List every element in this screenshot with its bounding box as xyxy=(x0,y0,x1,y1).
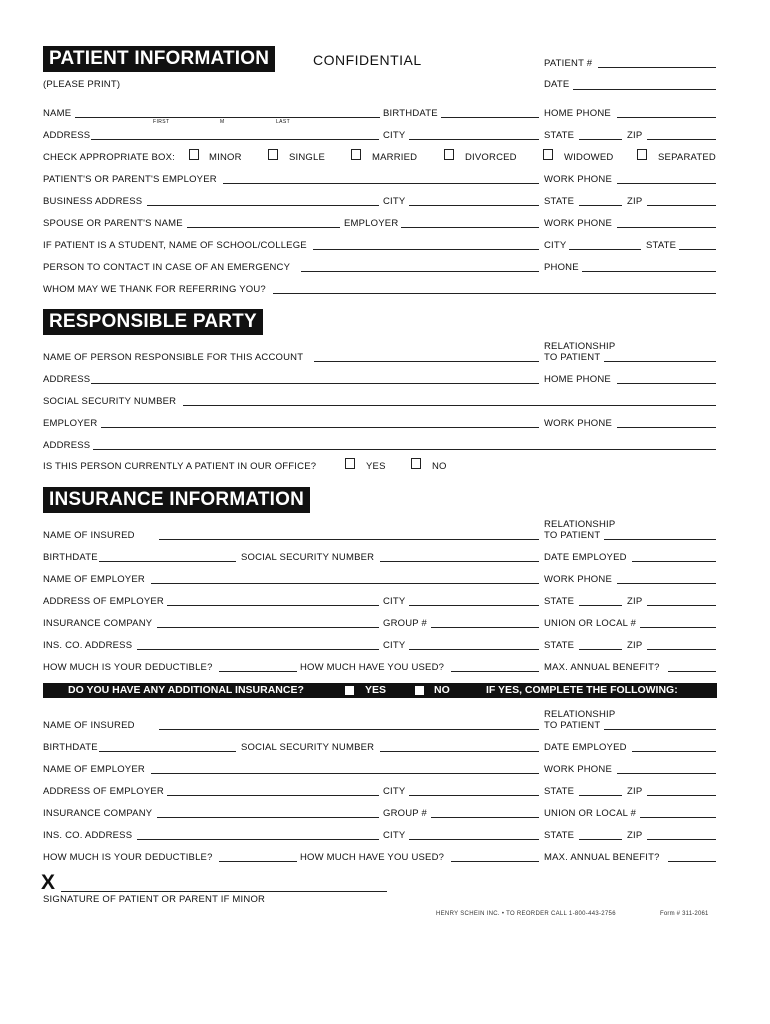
ins-co-zip-label: ZIP xyxy=(627,640,643,651)
add-max-benefit-field[interactable] xyxy=(668,861,716,862)
insured-date-employed-field[interactable] xyxy=(632,561,716,562)
insured-work-phone-field[interactable] xyxy=(617,583,716,584)
address-label: ADDRESS xyxy=(43,130,91,141)
student-school-label: IF PATIENT IS A STUDENT, NAME OF SCHOOL/COLLEGE xyxy=(43,240,307,251)
add-ins-co-zip-field[interactable] xyxy=(647,839,716,840)
business-city-field[interactable] xyxy=(409,205,539,206)
add-relationship-field[interactable] xyxy=(604,729,716,730)
insured-birthdate-label: BIRTHDATE xyxy=(43,552,98,563)
add-insured-name-label: NAME OF INSURED xyxy=(43,720,135,731)
birthdate-field[interactable] xyxy=(441,117,539,118)
additional-insurance-question: DO YOU HAVE ANY ADDITIONAL INSURANCE? xyxy=(68,684,304,696)
responsible-ssn-field[interactable] xyxy=(183,405,716,406)
home-phone-field[interactable] xyxy=(617,117,716,118)
student-state-label: STATE xyxy=(646,240,677,251)
insured-employer-field[interactable] xyxy=(151,583,539,584)
add-relationship-label: RELATIONSHIP xyxy=(544,709,616,720)
insured-ssn-field[interactable] xyxy=(380,561,539,562)
student-city-field[interactable] xyxy=(569,249,641,250)
insured-relationship-field[interactable] xyxy=(604,539,716,540)
add-union-local-label: UNION OR LOCAL # xyxy=(544,808,637,819)
add-employer-label: NAME OF EMPLOYER xyxy=(43,764,145,775)
union-local-label: UNION OR LOCAL # xyxy=(544,618,637,629)
responsible-home-phone-label: HOME PHONE xyxy=(544,374,611,385)
name-field[interactable] xyxy=(75,117,380,118)
divorced-label: DIVORCED xyxy=(465,152,517,163)
form-number: Form # 311-2061 xyxy=(660,911,709,917)
insurance-information-header: INSURANCE INFORMATION xyxy=(43,487,310,513)
insured-date-employed-label: DATE EMPLOYED xyxy=(544,552,627,563)
add-amount-used-field[interactable] xyxy=(451,861,539,862)
add-max-benefit-label: MAX. ANNUAL BENEFIT? xyxy=(544,852,660,863)
insured-employer-address-label: ADDRESS OF EMPLOYER xyxy=(43,596,164,607)
married-label: MARRIED xyxy=(372,152,418,163)
widowed-label: WIDOWED xyxy=(564,152,614,163)
add-ins-co-address-field[interactable] xyxy=(137,839,379,840)
add-state-label: STATE xyxy=(544,786,575,797)
add-group-number-field[interactable] xyxy=(431,817,539,818)
first-sublabel: FIRST xyxy=(153,119,170,125)
ins-co-zip-field[interactable] xyxy=(647,649,716,650)
referral-label: WHOM MAY WE THANK FOR REFERRING YOU? xyxy=(43,284,266,295)
add-union-local-field[interactable] xyxy=(640,817,716,818)
insured-name-label: NAME OF INSURED xyxy=(43,530,135,541)
insured-to-patient-label: TO PATIENT xyxy=(544,530,601,541)
insured-ssn-label: SOCIAL SECURITY NUMBER xyxy=(241,552,375,563)
insured-city-field[interactable] xyxy=(409,605,539,606)
add-ins-co-city-label: CITY xyxy=(383,830,406,841)
business-city-label: CITY xyxy=(383,196,406,207)
responsible-name-label: NAME OF PERSON RESPONSIBLE FOR THIS ACCOUNT xyxy=(43,352,304,363)
add-ssn-field[interactable] xyxy=(380,751,539,752)
add-date-employed-field[interactable] xyxy=(632,751,716,752)
responsible-employer-field[interactable] xyxy=(101,427,539,428)
add-insurance-company-label: INSURANCE COMPANY xyxy=(43,808,153,819)
responsible-name-field[interactable] xyxy=(314,361,539,362)
add-zip-field[interactable] xyxy=(647,795,716,796)
add-ins-co-state-field[interactable] xyxy=(579,839,622,840)
add-city-field[interactable] xyxy=(409,795,539,796)
spouse-name-label: SPOUSE OR PARENT'S NAME xyxy=(43,218,183,229)
student-state-field[interactable] xyxy=(679,249,716,250)
spouse-employer-label: EMPLOYER xyxy=(344,218,399,229)
minor-checkbox[interactable] xyxy=(189,149,199,160)
student-city-label: CITY xyxy=(544,240,567,251)
separated-label: SEPARATED xyxy=(658,152,716,163)
zip-field[interactable] xyxy=(647,139,716,140)
insured-state-label: STATE xyxy=(544,596,575,607)
additional-insurance-bar xyxy=(43,683,717,698)
add-group-number-label: GROUP # xyxy=(383,808,427,819)
current-patient-no-checkbox[interactable] xyxy=(411,458,421,469)
ins-co-address-field[interactable] xyxy=(137,649,379,650)
patient-number-label: PATIENT # xyxy=(544,58,593,69)
insured-name-field[interactable] xyxy=(159,539,539,540)
add-to-patient-label: TO PATIENT xyxy=(544,720,601,731)
home-phone-label: HOME PHONE xyxy=(544,108,611,119)
responsible-home-phone-field[interactable] xyxy=(617,383,716,384)
widowed-checkbox[interactable] xyxy=(543,149,553,160)
signature-field[interactable] xyxy=(61,891,387,892)
insured-relationship-label: RELATIONSHIP xyxy=(544,519,616,530)
reorder-info: HENRY SCHEIN INC. • TO REORDER CALL 1-800-443-2756 xyxy=(436,911,616,917)
insurance-company-label: INSURANCE COMPANY xyxy=(43,618,153,629)
add-employer-address-field[interactable] xyxy=(167,795,379,796)
ins-co-address-label: INS. CO. ADDRESS xyxy=(43,640,133,651)
add-ins-co-address-label: INS. CO. ADDRESS xyxy=(43,830,133,841)
responsible-relationship-field[interactable] xyxy=(604,361,716,362)
zip-label: ZIP xyxy=(627,130,643,141)
signature-x-mark: X xyxy=(41,871,56,894)
additional-yes-label: YES xyxy=(365,684,387,696)
married-checkbox[interactable] xyxy=(351,149,361,160)
insured-employer-label: NAME OF EMPLOYER xyxy=(43,574,145,585)
ins-co-city-label: CITY xyxy=(383,640,406,651)
business-address-label: BUSINESS ADDRESS xyxy=(43,196,143,207)
spouse-work-phone-field[interactable] xyxy=(617,227,716,228)
current-patient-yes-checkbox[interactable] xyxy=(345,458,355,469)
group-number-label: GROUP # xyxy=(383,618,427,629)
date-field[interactable] xyxy=(573,89,716,90)
emergency-phone-field[interactable] xyxy=(582,271,716,272)
middle-initial-sublabel: M xyxy=(220,119,225,125)
patient-number-field[interactable] xyxy=(598,67,716,68)
signature-label: SIGNATURE OF PATIENT OR PARENT IF MINOR xyxy=(43,894,266,905)
insured-zip-field[interactable] xyxy=(647,605,716,606)
insured-zip-label: ZIP xyxy=(627,596,643,607)
emergency-phone-label: PHONE xyxy=(544,262,579,273)
add-ins-co-state-label: STATE xyxy=(544,830,575,841)
amount-used-field[interactable] xyxy=(451,671,539,672)
student-school-field[interactable] xyxy=(313,249,539,250)
max-benefit-label: MAX. ANNUAL BENEFIT? xyxy=(544,662,660,673)
add-deductible-label: HOW MUCH IS YOUR DEDUCTIBLE? xyxy=(43,852,213,863)
work-phone-field[interactable] xyxy=(617,183,716,184)
responsible-address-field[interactable] xyxy=(91,383,539,384)
confidential-label: CONFIDENTIAL xyxy=(313,52,422,68)
deductible-field[interactable] xyxy=(219,671,297,672)
responsible-work-phone-field[interactable] xyxy=(617,427,716,428)
responsible-address2-label: ADDRESS xyxy=(43,440,91,451)
insured-city-label: CITY xyxy=(383,596,406,607)
additional-yes-checkbox[interactable] xyxy=(345,686,354,695)
business-state-field[interactable] xyxy=(579,205,622,206)
address-field[interactable] xyxy=(91,139,379,140)
additional-if-yes-label: IF YES, COMPLETE THE FOLLOWING: xyxy=(486,684,678,696)
name-label: NAME xyxy=(43,108,72,119)
birthdate-label: BIRTHDATE xyxy=(383,108,438,119)
add-ins-co-zip-label: ZIP xyxy=(627,830,643,841)
responsible-party-header: RESPONSIBLE PARTY xyxy=(43,309,263,335)
add-amount-used-label: HOW MUCH HAVE YOU USED? xyxy=(300,852,445,863)
responsible-relationship-label: RELATIONSHIP xyxy=(544,341,616,352)
ins-co-state-field[interactable] xyxy=(579,649,622,650)
insurance-company-field[interactable] xyxy=(157,627,379,628)
responsible-to-patient-label: TO PATIENT xyxy=(544,352,601,363)
add-insurance-company-field[interactable] xyxy=(157,817,379,818)
group-number-field[interactable] xyxy=(431,627,539,628)
additional-no-checkbox[interactable] xyxy=(415,686,424,695)
add-employer-field[interactable] xyxy=(151,773,539,774)
add-ssn-label: SOCIAL SECURITY NUMBER xyxy=(241,742,375,753)
single-checkbox[interactable] xyxy=(268,149,278,160)
add-deductible-field[interactable] xyxy=(219,861,297,862)
additional-no-label: NO xyxy=(434,684,450,696)
referral-field[interactable] xyxy=(273,293,716,294)
separated-checkbox[interactable] xyxy=(637,149,647,160)
date-label: DATE xyxy=(544,79,570,90)
add-date-employed-label: DATE EMPLOYED xyxy=(544,742,627,753)
current-patient-no-label: NO xyxy=(432,461,447,472)
patient-information-header: PATIENT INFORMATION xyxy=(43,46,275,72)
please-print-label: (PLEASE PRINT) xyxy=(43,79,121,90)
business-state-label: STATE xyxy=(544,196,575,207)
insured-state-field[interactable] xyxy=(579,605,622,606)
check-appropriate-box-label: CHECK APPROPRIATE BOX: xyxy=(43,152,175,163)
spouse-employer-field[interactable] xyxy=(401,227,539,228)
employer-label: PATIENT'S OR PARENT'S EMPLOYER xyxy=(43,174,217,185)
current-patient-yes-label: YES xyxy=(366,461,386,472)
insured-birthdate-field[interactable] xyxy=(99,561,236,562)
state-field[interactable] xyxy=(579,139,622,140)
emergency-contact-label: PERSON TO CONTACT IN CASE OF AN EMERGENCY xyxy=(43,262,291,273)
responsible-work-phone-label: WORK PHONE xyxy=(544,418,612,429)
single-label: SINGLE xyxy=(289,152,326,163)
add-birthdate-label: BIRTHDATE xyxy=(43,742,98,753)
insured-work-phone-label: WORK PHONE xyxy=(544,574,612,585)
deductible-label: HOW MUCH IS YOUR DEDUCTIBLE? xyxy=(43,662,213,673)
amount-used-label: HOW MUCH HAVE YOU USED? xyxy=(300,662,445,673)
business-zip-label: ZIP xyxy=(627,196,643,207)
add-city-label: CITY xyxy=(383,786,406,797)
responsible-ssn-label: SOCIAL SECURITY NUMBER xyxy=(43,396,177,407)
add-insured-name-field[interactable] xyxy=(159,729,539,730)
business-zip-field[interactable] xyxy=(647,205,716,206)
add-ins-co-city-field[interactable] xyxy=(409,839,539,840)
responsible-address2-field[interactable] xyxy=(93,449,716,450)
add-birthdate-field[interactable] xyxy=(99,751,236,752)
add-work-phone-field[interactable] xyxy=(617,773,716,774)
responsible-address-label: ADDRESS xyxy=(43,374,91,385)
ins-co-state-label: STATE xyxy=(544,640,575,651)
city-label: CITY xyxy=(383,130,406,141)
state-label: STATE xyxy=(544,130,575,141)
work-phone-label: WORK PHONE xyxy=(544,174,612,185)
add-employer-address-label: ADDRESS OF EMPLOYER xyxy=(43,786,164,797)
emergency-contact-field[interactable] xyxy=(301,271,539,272)
add-state-field[interactable] xyxy=(579,795,622,796)
max-benefit-field[interactable] xyxy=(668,671,716,672)
responsible-employer-label: EMPLOYER xyxy=(43,418,98,429)
spouse-work-phone-label: WORK PHONE xyxy=(544,218,612,229)
insured-employer-address-field[interactable] xyxy=(167,605,379,606)
minor-label: MINOR xyxy=(209,152,242,163)
city-field[interactable] xyxy=(409,139,539,140)
add-zip-label: ZIP xyxy=(627,786,643,797)
business-address-field[interactable] xyxy=(147,205,379,206)
add-work-phone-label: WORK PHONE xyxy=(544,764,612,775)
current-patient-label: IS THIS PERSON CURRENTLY A PATIENT IN OUR OFFICE? xyxy=(43,461,317,472)
employer-field[interactable] xyxy=(223,183,539,184)
last-sublabel: LAST xyxy=(276,119,291,125)
divorced-checkbox[interactable] xyxy=(444,149,454,160)
ins-co-city-field[interactable] xyxy=(409,649,539,650)
spouse-name-field[interactable] xyxy=(187,227,340,228)
union-local-field[interactable] xyxy=(640,627,716,628)
